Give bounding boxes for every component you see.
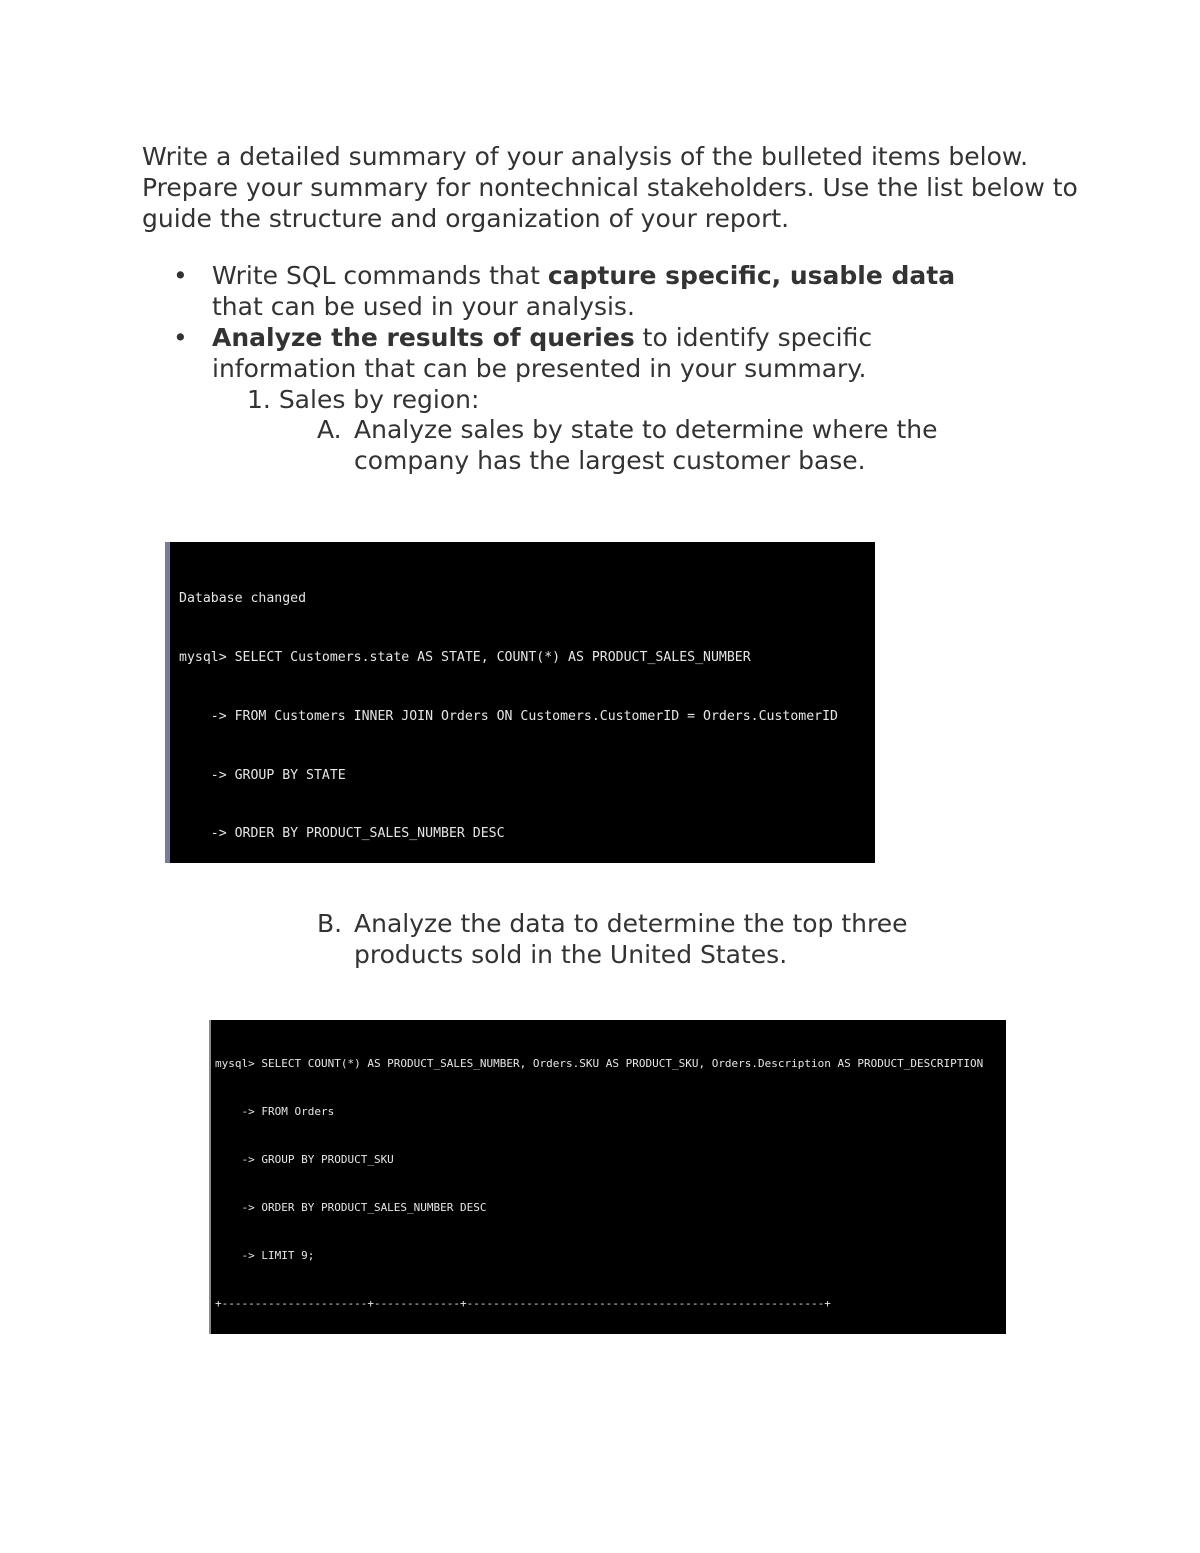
terminal-line: -> ORDER BY PRODUCT_SALES_NUMBER DESC — [179, 826, 505, 842]
sub-item-text: Analyze sales by state to determine where the company has the largest customer base. — [354, 415, 938, 475]
numbered-marker: 1. — [247, 385, 271, 414]
numbered-item-sales-by-region — [247, 384, 479, 415]
bullet-text-post: to identify specific information that can be presented in your summary. — [212, 323, 873, 383]
terminal-line: mysql> SELECT Customers.state AS STATE, COUNT(*) AS PRODUCT_SALES_NUMBER — [179, 649, 751, 665]
terminal-line: -> LIMIT 9; — [215, 1249, 315, 1262]
bullet-text-pre: Write SQL commands that — [212, 261, 548, 290]
intro-paragraph: Write a detailed summary of your analysis of the bulleted items below. Prepare your summary for nontechnical stakeholders. Use the list below to guide the structure and organization of your report. — [142, 142, 1078, 233]
terminal-screenshot-top-products — [209, 1020, 1006, 1334]
bullet-text-post: that can be used in your analysis. — [212, 292, 635, 321]
bullet-icon: • — [173, 261, 188, 290]
sub-item-marker: A. — [317, 415, 342, 444]
terminal-line: mysql> SELECT COUNT(*) AS PRODUCT_SALES_NUMBER, Orders.SKU AS PRODUCT_SKU, Orders.Description AS PRODUCT_DESCRIPTION — [215, 1057, 984, 1070]
bullet-icon: • — [173, 323, 188, 352]
bullet-text-bold: Analyze the results of queries — [212, 323, 635, 352]
terminal-line: -> GROUP BY PRODUCT_SKU — [215, 1153, 394, 1166]
terminal-line: Database changed — [179, 591, 307, 607]
sub-item-text: Analyze the data to determine the top three products sold in the United States. — [354, 909, 908, 969]
sub-item-marker: B. — [317, 909, 343, 938]
terminal-line: -> FROM Customers INNER JOIN Orders ON Customers.CustomerID = Orders.CustomerID — [179, 708, 838, 724]
terminal-line: -> ORDER BY PRODUCT_SALES_NUMBER DESC — [215, 1201, 487, 1214]
bullet-item-analyze-results — [173, 322, 972, 384]
terminal-line: +----------------------+-------------+------------------------------------------------------+ — [215, 1297, 831, 1310]
terminal-line: -> GROUP BY STATE — [179, 767, 346, 783]
bullet-item-sql-commands — [173, 260, 972, 322]
bullet-text-bold: capture specific, usable data — [547, 261, 956, 290]
numbered-text: Sales by region: — [278, 385, 480, 414]
sub-item-a — [317, 414, 1014, 476]
terminal-line: -> FROM Orders — [215, 1105, 335, 1118]
terminal-screenshot-sales-by-state — [165, 542, 875, 863]
sub-item-b — [317, 908, 1014, 970]
